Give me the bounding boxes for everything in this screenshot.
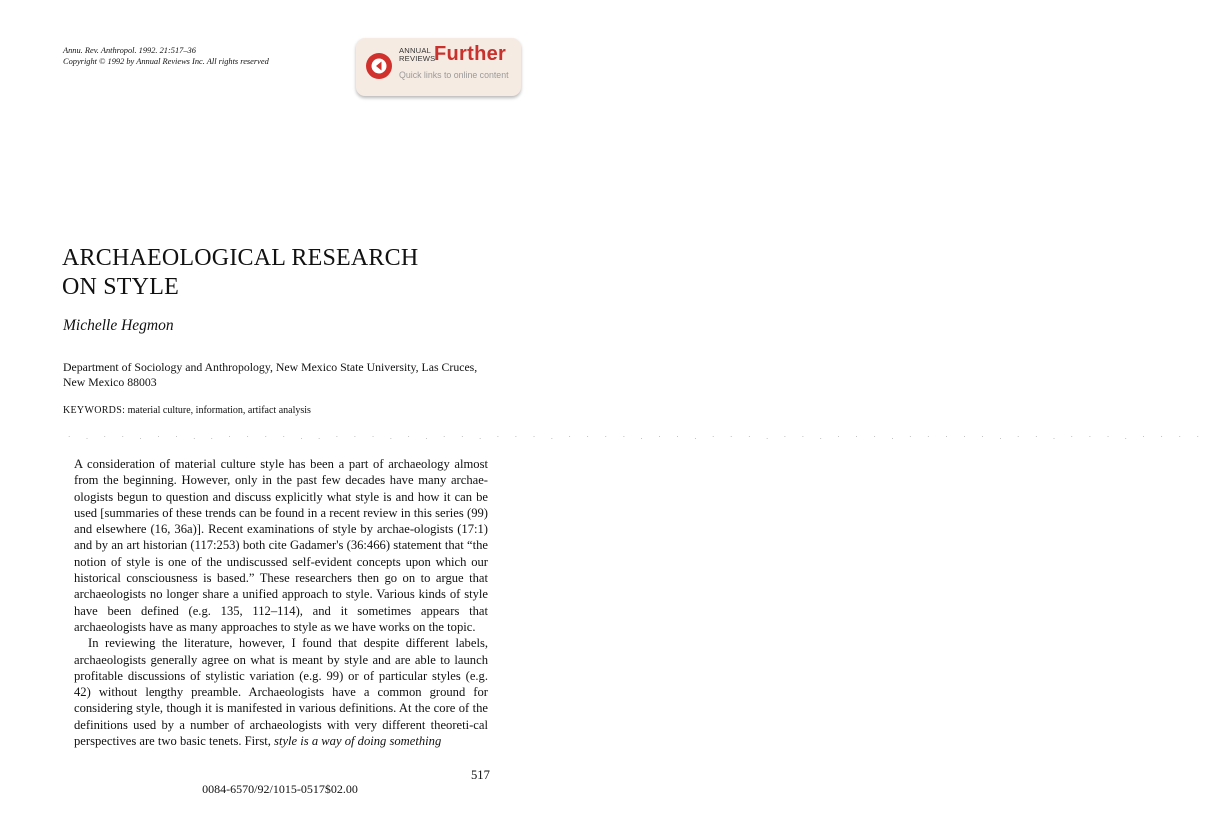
title-line-2: ON STYLE: [62, 274, 179, 300]
paragraph-2-text: In reviewing the literature, however, I found that despite different labels, archaeologists generally agree on what is meant by style and are able to launch profitable discussions of stylistic variation (e.g. 99) or of particular styles (e.g. 42) without lengthy preamble. Archaeologists have a common ground for considering style, though it is manifested in various definitions. At the core of the definitions used by a number of archaeologists with very different theoreti-cal perspectives are two basic tenets. First,: [74, 636, 488, 749]
paragraph-2-emphasis: style is a way of doing something: [274, 734, 442, 749]
further-banner[interactable]: [356, 38, 521, 96]
annual-reviews-logo: [399, 47, 435, 63]
page-number: 517: [471, 768, 490, 782]
circle-arrow-icon: [366, 53, 392, 79]
article-title: [62, 244, 418, 302]
keywords: [63, 405, 311, 416]
citation-line-1: Annu. Rev. Anthropol. 1992. 21:517–36: [63, 46, 196, 55]
faint-separator: · . · · . · · . . · · · · . . · · · . · . · · . · · · . · · · · . · · . · · · . · · . · · · . · · · · · . · · . · · · . · · · ·: [68, 433, 1206, 441]
article-body: [74, 456, 488, 749]
title-line-1: ARCHAEOLOGICAL RESEARCH: [62, 245, 419, 271]
citation-header: [63, 46, 269, 67]
paragraph-2: [74, 635, 488, 749]
annual-label: ANNUAL: [399, 46, 432, 55]
reviews-label: REVIEWS: [399, 54, 436, 63]
copyright-line: Copyright © 1992 by Annual Reviews Inc. All rights reserved: [63, 56, 269, 66]
paragraph-1: A consideration of material culture style has been a part of archaeology almost from the beginning. However, only in the past few decades have many archae-ologists begun to question and discuss explicitly what style is and how it can be used [summaries of these trends can be found in a recent review in this series (99) and elsewhere (16, 36a)]. Recent examinations of style by archae-ologists (17:1) and by an art historian (117:253) both cite Gadamer's (36:466) statement that “the notion of style is one of the undiscussed self-evident concepts upon which our historical consciousness is based.” These researchers then go on to argue that archaeologists no longer share a unified approach to style. Various kinds of style have been defined (e.g. 135, 112–114), and it sometimes appears that archaeologists have as many approaches to style as we have works on the topic.: [74, 457, 488, 634]
further-tagline: Quick links to online content: [399, 70, 509, 80]
further-label: Further: [434, 43, 507, 65]
author-name: Michelle Hegmon: [63, 317, 174, 334]
author-affiliation: Department of Sociology and Anthropology, New Mexico State University, Las Cruces, New Mexico 88003: [63, 360, 478, 389]
keywords-list: material culture, information, artifact analysis: [127, 405, 311, 416]
keywords-label: KEYWORDS:: [63, 405, 126, 416]
article-code: 0084-6570/92/1015-0517$02.00: [202, 782, 358, 796]
